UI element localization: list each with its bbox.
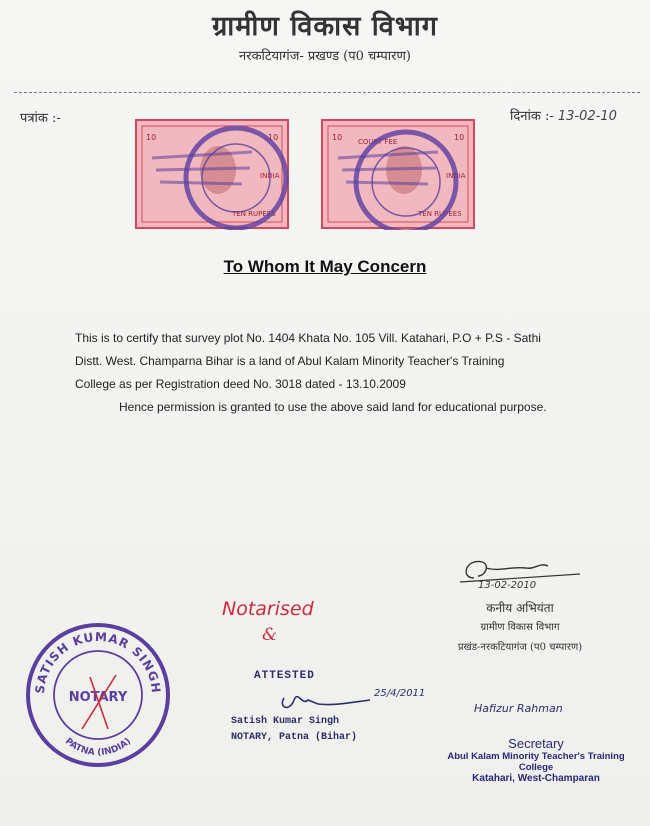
- body-line: College as per Registration deed No. 3018 dated - 13.10.2009: [75, 377, 406, 391]
- secretary-block: [436, 736, 636, 784]
- stamp-value: TEN RUPEES: [418, 210, 462, 218]
- official-designation-block: [400, 598, 640, 658]
- court-fee-stamp-left: [132, 118, 292, 230]
- secretary-place: Katahari, West-Champaran: [472, 773, 600, 784]
- letterhead-subtitle: नरकटियागंज- प्रखण्ड (प0 चम्पारण): [239, 49, 411, 64]
- court-fee-stamp-right: [318, 118, 478, 230]
- date-field: [510, 106, 617, 124]
- notary-name-block: [231, 714, 357, 746]
- official-designation: कनीय अभियंता: [486, 601, 554, 615]
- permission-line: Hence permission is granted to use the above said land for educational purpose.: [119, 400, 547, 414]
- stamp-value: TEN RUPEES: [232, 210, 276, 218]
- notary-place: NOTARY, Patna (Bihar): [231, 732, 358, 743]
- svg-text:10: 10: [146, 133, 157, 142]
- seal-graphic: [20, 617, 176, 773]
- heading-text: To Whom It May Concern: [223, 257, 427, 276]
- date-value: 13-02-10: [557, 109, 617, 124]
- secretary-signature: Hafizur Rahman: [474, 702, 563, 715]
- stamp-country: INDIA: [446, 172, 466, 180]
- stamp-graphic: [132, 118, 292, 230]
- svg-text:10: 10: [332, 133, 343, 142]
- stamp-court: COURT FEE: [358, 138, 398, 146]
- signature-date: 13-02-2010: [478, 580, 537, 588]
- svg-text:10: 10: [454, 133, 465, 142]
- notary-seal: [20, 617, 176, 773]
- secretary-college: Abul Kalam Minority Teacher's Training College: [447, 751, 625, 773]
- seal-center-text: NOTARY: [68, 690, 128, 705]
- notary-signature: [274, 678, 434, 718]
- body-line: Distt. West. Champarna Bihar is a land of Abul Kalam Minority Teacher's Training: [75, 354, 505, 368]
- document-heading: [0, 257, 650, 277]
- signature-scribble: [430, 548, 630, 588]
- ampersand-note: &: [262, 625, 278, 645]
- signature-scribble: [274, 678, 434, 718]
- official-office: प्रखंड-नरकटियागंज (प0 चम्पारण): [457, 642, 583, 653]
- official-signature: [430, 548, 630, 588]
- official-department: ग्रामीण विकास विभाग: [480, 622, 560, 633]
- reference-label: पत्रांक :-: [20, 111, 61, 126]
- date-label: दिनांक :-: [510, 109, 554, 124]
- secretary-title: Secretary: [508, 736, 564, 751]
- certificate-body: [75, 327, 605, 419]
- notary-name: Satish Kumar Singh: [231, 716, 340, 727]
- stamp-country: INDIA: [260, 172, 280, 180]
- letterhead-title: ग्रामीण विकास विभाग: [212, 11, 438, 42]
- attested-stamp: ATTESTED: [254, 670, 315, 682]
- notarised-note: Notarised: [222, 598, 314, 620]
- seal-top-text: SATISH KUMAR SINGH: [32, 629, 164, 695]
- notary-sign-date: 25/4/2011: [374, 688, 426, 699]
- header-divider: [14, 92, 640, 93]
- body-line: This is to certify that survey plot No. 1404 Khata No. 105 Vill. Katahari, P.O + P.S - Sathi: [75, 331, 541, 345]
- svg-text:10: 10: [268, 133, 279, 142]
- stamp-graphic: [318, 118, 478, 230]
- seal-bottom-text: PATNA (INDIA): [62, 736, 134, 759]
